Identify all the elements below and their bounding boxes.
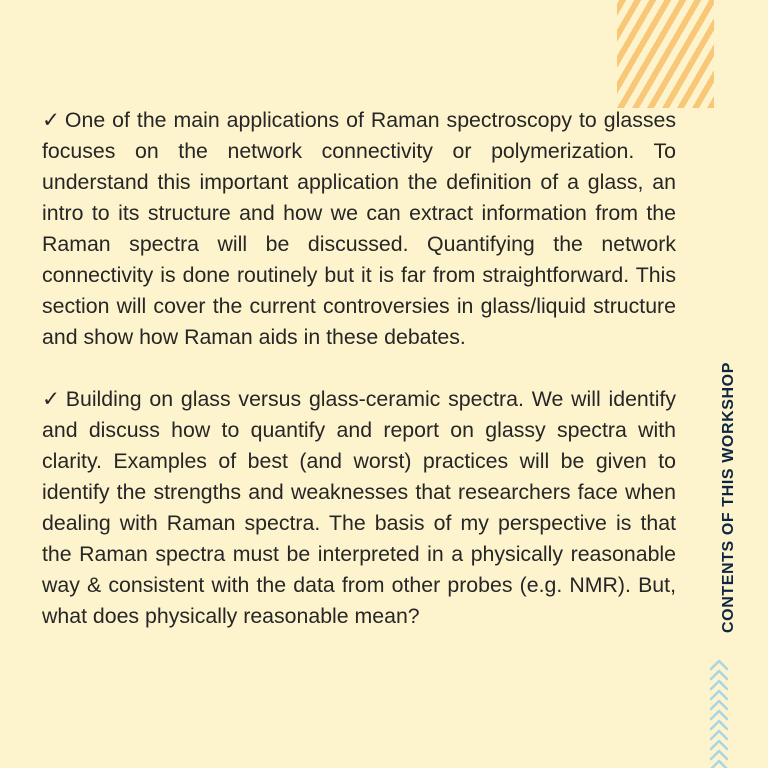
paragraph-network-connectivity <box>42 105 676 353</box>
paragraph-glass-ceramic <box>42 384 676 632</box>
checkmark-icon: ✓ <box>42 108 61 132</box>
workshop-contents <box>42 105 676 663</box>
side-title: CONTENTS OF THIS WORKSHOP <box>720 362 737 633</box>
decorative-stripes <box>617 0 714 108</box>
checkmark-icon: ✓ <box>42 387 62 411</box>
chevron-up-icon <box>708 655 730 768</box>
paragraph-text: One of the main applications of Raman spectroscopy to glasses focuses on the network connectivity or polymerization. To understand this important application the definition of a glass, an intro to its structure and how we can extract information from the Raman spectra will be discussed. Quantifying the network connectivity is done routinely but it is far from straightforward. This section will cover the current controversies in glass/liquid structure and show how Raman aids in these debates. <box>42 108 676 349</box>
paragraph-text: Building on glass versus glass-ceramic spectra. We will identify and discuss how to quantify and report on glassy spectra with clarity. Examples of best (and worst) practices will be given to identify the strengths and weaknesses that researchers face when dealing with Raman spectra. The basis of my perspective is that the Raman spectra must be interpreted in a physically reasonable way & consistent with the data from other probes (e.g. NMR). But, what does physically reasonable mean? <box>42 387 676 628</box>
